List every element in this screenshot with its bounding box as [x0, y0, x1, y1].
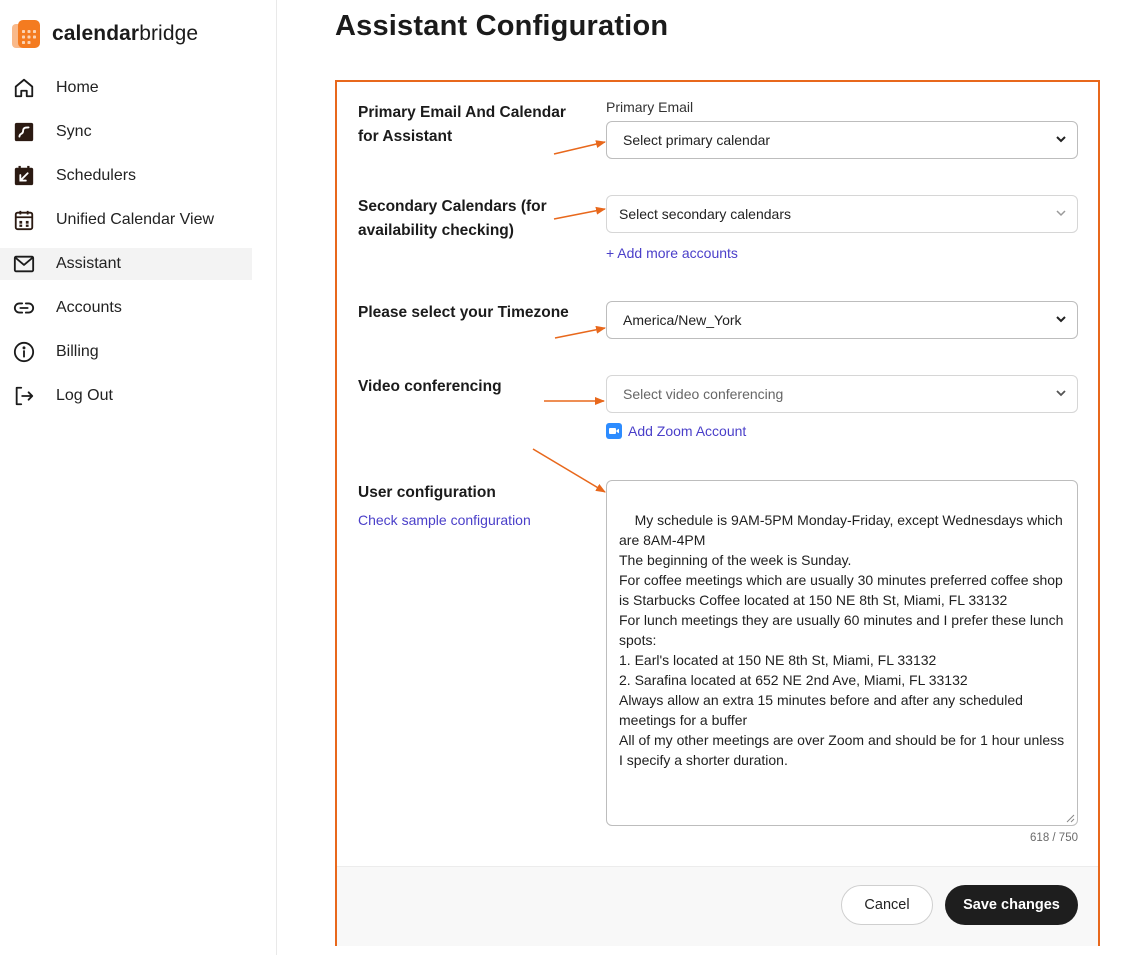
user-configuration-label: User configuration: [358, 484, 496, 501]
add-zoom-account-link[interactable]: [606, 423, 746, 439]
cancel-button[interactable]: Cancel: [841, 885, 933, 925]
calendar-icon: [12, 208, 36, 232]
primary-calendar-value: Select primary calendar: [623, 132, 771, 148]
chevron-down-icon: [1055, 313, 1067, 325]
sidebar: [0, 0, 277, 955]
user-configuration-text: My schedule is 9AM-5PM Monday-Friday, except Wednesdays which are 8AM-4PM The beginning of the week is Sunday. For coffee meetings which are usually 30 minutes preferred coffee shop is Starbucks Coffee located at 150 NE 8th St, Miami, FL 33132 For lunch meetings they are usually 60 minutes and I prefer these lunch spots: 1. Earl's located at 150 NE 8th St, Miami, FL 33132 2. Sarafina located at 652 NE 2nd Ave, Miami, FL 33132 Always allow an extra 15 minutes before and after any scheduled meetings for a buffer All of my other meetings are over Zoom and should be for 1 hour unless I specify a shorter duration.: [619, 512, 1065, 768]
primary-calendar-select[interactable]: [606, 121, 1078, 159]
timezone-label: Please select your Timezone: [358, 304, 569, 321]
logout-icon: [12, 384, 36, 408]
sidebar-item-accounts[interactable]: [0, 286, 252, 330]
resize-handle-icon[interactable]: [1066, 814, 1075, 823]
timezone-value: America/New_York: [623, 312, 742, 328]
sidebar-item-label: Log Out: [56, 387, 113, 404]
sidebar-item-label: Assistant: [56, 255, 121, 272]
add-more-accounts-link[interactable]: + Add more accounts: [606, 245, 738, 261]
scheduler-icon: [12, 164, 36, 188]
sync-icon: [12, 120, 36, 144]
chevron-down-icon: [1055, 207, 1067, 219]
check-sample-configuration-link[interactable]: Check sample configuration: [358, 512, 531, 528]
sidebar-item-home[interactable]: [0, 66, 252, 110]
sidebar-item-unified-calendar[interactable]: [0, 198, 252, 242]
sidebar-item-sync[interactable]: [0, 110, 252, 154]
home-icon: [12, 76, 36, 100]
sidebar-item-logout[interactable]: [0, 374, 252, 418]
zoom-icon: [606, 423, 622, 439]
chevron-down-icon: [1055, 133, 1067, 145]
user-configuration-textarea[interactable]: [606, 480, 1078, 826]
add-zoom-account-label: Add Zoom Account: [628, 423, 747, 439]
form-footer: [337, 866, 1098, 946]
sidebar-item-schedulers[interactable]: [0, 154, 252, 198]
sidebar-nav: [0, 66, 252, 418]
secondary-calendars-value: Select secondary calendars: [619, 206, 791, 222]
brand-logo[interactable]: [12, 17, 198, 51]
link-icon: [12, 296, 36, 320]
sidebar-item-label: Schedulers: [56, 167, 137, 184]
calendarbridge-logo-icon: [12, 18, 40, 50]
video-conferencing-select[interactable]: [606, 375, 1078, 413]
timezone-select[interactable]: [606, 301, 1078, 339]
video-conferencing-value: Select video conferencing: [623, 386, 784, 402]
video-conferencing-label: Video conferencing: [358, 378, 502, 395]
sidebar-item-label: Sync: [56, 123, 92, 140]
page-title: Assistant Configuration: [335, 10, 669, 42]
secondary-calendars-select[interactable]: [606, 195, 1078, 233]
primary-calendar-label: Primary Email And Calendar for Assistant: [358, 104, 566, 145]
sidebar-item-assistant[interactable]: [0, 248, 252, 280]
sidebar-item-label: Home: [56, 79, 99, 96]
chevron-down-icon: [1055, 387, 1067, 399]
mail-icon: [12, 252, 36, 276]
brand-name: calendarbridge: [52, 22, 199, 45]
secondary-calendars-label: Secondary Calendars (for availability checking): [358, 198, 547, 239]
save-changes-button[interactable]: Save changes: [945, 885, 1078, 925]
assistant-config-form: [335, 80, 1100, 946]
sidebar-item-label: Unified Calendar View: [56, 211, 215, 228]
sidebar-item-label: Accounts: [56, 299, 122, 316]
sidebar-item-billing[interactable]: [0, 330, 252, 374]
primary-email-caption: Primary Email: [606, 99, 694, 115]
character-counter: 618 / 750: [1030, 832, 1078, 844]
sidebar-item-label: Billing: [56, 343, 99, 360]
info-icon: [12, 340, 36, 364]
